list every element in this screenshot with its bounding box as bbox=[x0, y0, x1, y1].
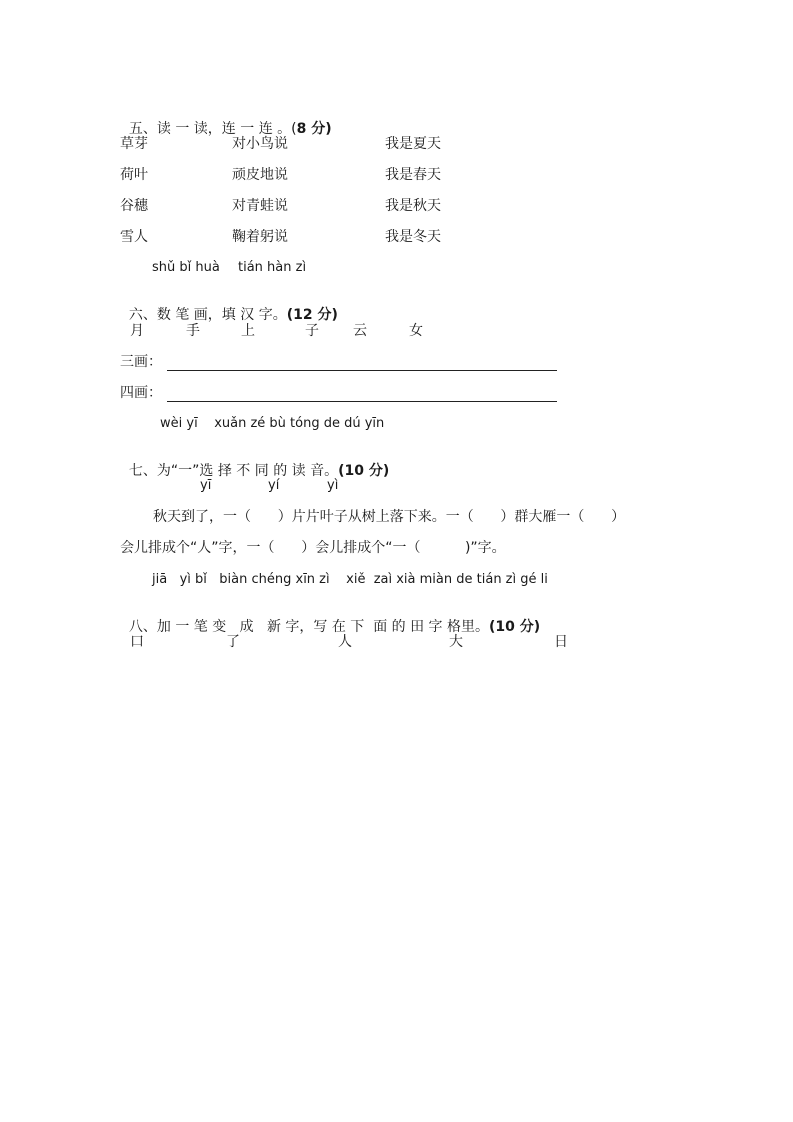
stroke-char-6: 女 bbox=[409, 323, 423, 339]
add-stroke-char-2: 了 bbox=[226, 634, 240, 650]
section-6-heading-text: 六、数 笔 画，填 汉 字。 bbox=[128, 307, 287, 323]
section-8-score: (10 分) bbox=[489, 619, 541, 635]
match-left-4: 雪人 bbox=[120, 229, 148, 245]
section-6-pinyin-2: tián hàn zì bbox=[238, 260, 307, 275]
reading-option-2: yí bbox=[268, 478, 280, 493]
section-6-score: (12 分) bbox=[286, 307, 338, 323]
three-stroke-label: 三画： bbox=[120, 354, 162, 370]
section-7-score: (10 分) bbox=[338, 463, 390, 479]
four-stroke-label: 四画： bbox=[120, 385, 162, 401]
match-middle-4: 鞠着躬说 bbox=[232, 229, 288, 245]
stroke-char-3: 上 bbox=[241, 323, 255, 339]
section-7-sentence-1: 秋天到了，一（ ）片片叶子从树上落下来。一（ ）群大雁一（ ） bbox=[153, 509, 626, 525]
add-stroke-char-3: 人 bbox=[338, 634, 352, 650]
section-8-pinyin: jiā yì bǐ biàn chéng xīn zì xiě zaì xià miàn de tián zì gé li bbox=[152, 572, 548, 587]
match-left-2: 荷叶 bbox=[120, 167, 148, 183]
section-7-heading bbox=[120, 447, 389, 479]
add-stroke-char-1: 口 bbox=[130, 634, 144, 650]
section-5-score: 8 分) bbox=[296, 121, 332, 137]
stroke-char-4: 子 bbox=[305, 323, 319, 339]
match-right-4: 我是冬天 bbox=[385, 229, 441, 245]
section-6-heading bbox=[120, 291, 338, 323]
section-5-heading bbox=[120, 105, 332, 137]
stroke-char-1: 月 bbox=[130, 323, 144, 339]
three-stroke-answer-line[interactable] bbox=[167, 370, 557, 371]
match-left-1: 草芽 bbox=[120, 136, 148, 152]
match-right-1: 我是夏天 bbox=[385, 136, 441, 152]
stroke-char-2: 手 bbox=[186, 323, 200, 339]
stroke-char-5: 云 bbox=[353, 323, 367, 339]
reading-option-1: yī bbox=[200, 478, 212, 493]
section-6-pinyin-1: shǔ bǐ huà bbox=[152, 260, 220, 275]
match-middle-2: 顽皮地说 bbox=[232, 167, 288, 183]
match-middle-1: 对小鸟说 bbox=[232, 136, 288, 152]
section-8-heading-text: 八、加 一 笔 变 成 新 字，写 在 下 面 的 田 字 格里。 bbox=[128, 619, 490, 635]
add-stroke-char-5: 日 bbox=[554, 634, 568, 650]
section-7-sentence-2: 会儿排成个“人”字，一（ ）会儿排成个“一（ )”字。 bbox=[120, 540, 506, 556]
match-right-2: 我是春天 bbox=[385, 167, 441, 183]
section-5-heading-text: 五、读 一 读，连 一 连 。( bbox=[128, 121, 297, 137]
section-7-heading-text: 七、为“一”选 择 不 同 的 读 音。 bbox=[128, 463, 339, 479]
reading-option-3: yì bbox=[327, 478, 339, 493]
four-stroke-answer-line[interactable] bbox=[167, 401, 557, 402]
add-stroke-char-4: 大 bbox=[449, 634, 463, 650]
section-8-heading bbox=[120, 603, 540, 635]
match-right-3: 我是秋天 bbox=[385, 198, 441, 214]
match-left-3: 谷穗 bbox=[120, 198, 148, 214]
match-middle-3: 对青蛙说 bbox=[232, 198, 288, 214]
section-7-pinyin: wèi yī xuǎn zé bù tóng de dú yīn bbox=[160, 416, 385, 431]
